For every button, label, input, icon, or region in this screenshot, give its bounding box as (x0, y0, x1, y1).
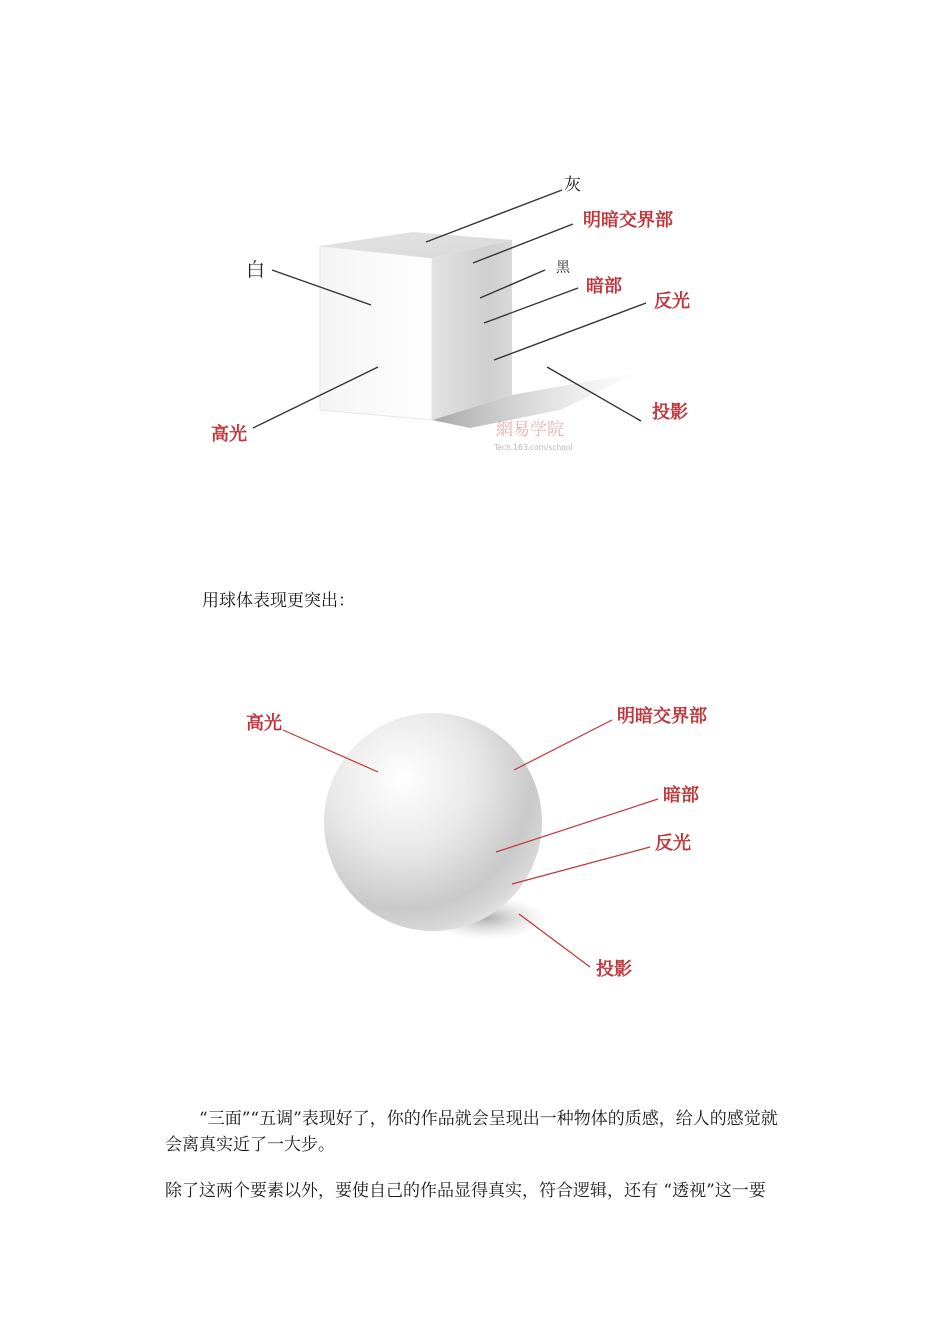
cube-side-face (432, 240, 512, 420)
label-shadow: 投影 (652, 402, 688, 423)
watermark-url: Tech.163.com/school (494, 443, 573, 452)
label-terminator: 明暗交界部 (583, 210, 673, 231)
watermark-logo: 網易学院 (496, 420, 564, 440)
label-reflected: 反光 (654, 291, 690, 312)
sphere-label-terminator: 明暗交界部 (617, 706, 707, 727)
sphere-label-shadow: 投影 (596, 959, 632, 980)
sphere-label-dark: 暗部 (663, 785, 699, 806)
paragraph-1: “三面”“五调”表现好了，你的作品就会呈现出一种物体的质感，给人的感觉就会离真实近了一大步。 (165, 1109, 778, 1155)
paragraph-2: 除了这两个要素以外，要使自己的作品显得真实，符合逻辑，还有 “透视”这一要 (165, 1181, 766, 1201)
sphere-leader-terminator (514, 720, 612, 770)
label-gray: 灰 (564, 175, 581, 195)
caption-sphere: 用球体表现更突出： (202, 591, 355, 611)
sphere-label-highlight: 高光 (246, 713, 282, 734)
cube-figure (211, 175, 690, 452)
label-highlight: 高光 (211, 424, 247, 445)
label-dark: 暗部 (586, 276, 622, 297)
sphere-figure (246, 705, 707, 980)
cube-front-face (320, 246, 432, 420)
label-black: 黑 (556, 260, 570, 276)
sphere (324, 713, 542, 931)
label-white: 白 (246, 259, 266, 281)
sphere-label-reflected: 反光 (655, 833, 691, 854)
leader-reflected (494, 303, 646, 360)
watermark (493, 420, 572, 452)
leader-gray (426, 190, 562, 242)
sphere-leader-shadow (519, 914, 590, 967)
